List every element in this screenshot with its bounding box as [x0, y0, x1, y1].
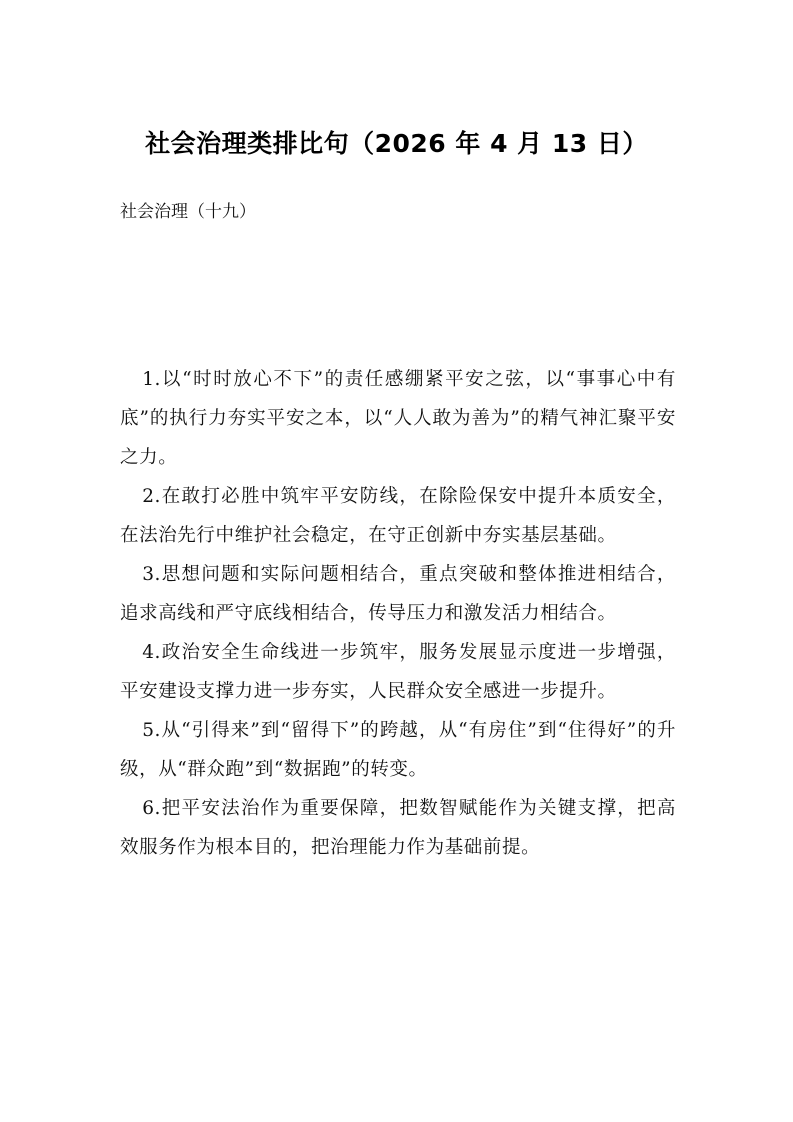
paragraph: 2.在敢打必胜中筑牢平安防线，在除险保安中提升本质安全，在法治先行中维护社会稳定，在守正创新中夯实基层基础。 — [120, 486, 676, 546]
paragraph: 1.以“时时放心不下”的责任感绷紧平安之弦，以“事事心中有底”的执行力夯实平安之本，以“人人敢为善为”的精气神汇聚平安之力。 — [120, 369, 676, 468]
paragraph: 6.把平安法治作为重要保障，把数智赋能作为关键支撑，把高效服务作为根本目的，把治理能力作为基础前提。 — [120, 798, 676, 858]
document-subtitle: 社会治理（十九） — [120, 202, 256, 222]
paragraph: 5.从“引得来”到“留得下”的跨越，从“有房住”到“住得好”的升级，从“群众跑”到“数据跑”的转变。 — [120, 720, 676, 780]
document-body — [120, 360, 676, 867]
paragraph: 3.思想问题和实际问题相结合，重点突破和整体推进相结合，追求高线和严守底线相结合，传导压力和激发活力相结合。 — [120, 564, 676, 624]
paragraph: 4.政治安全生命线进一步筑牢，服务发展显示度进一步增强，平安建设支撑力进一步夯实，人民群众安全感进一步提升。 — [120, 642, 676, 702]
document-title: 社会治理类排比句（2026 年 4 月 13 日） — [145, 129, 648, 158]
